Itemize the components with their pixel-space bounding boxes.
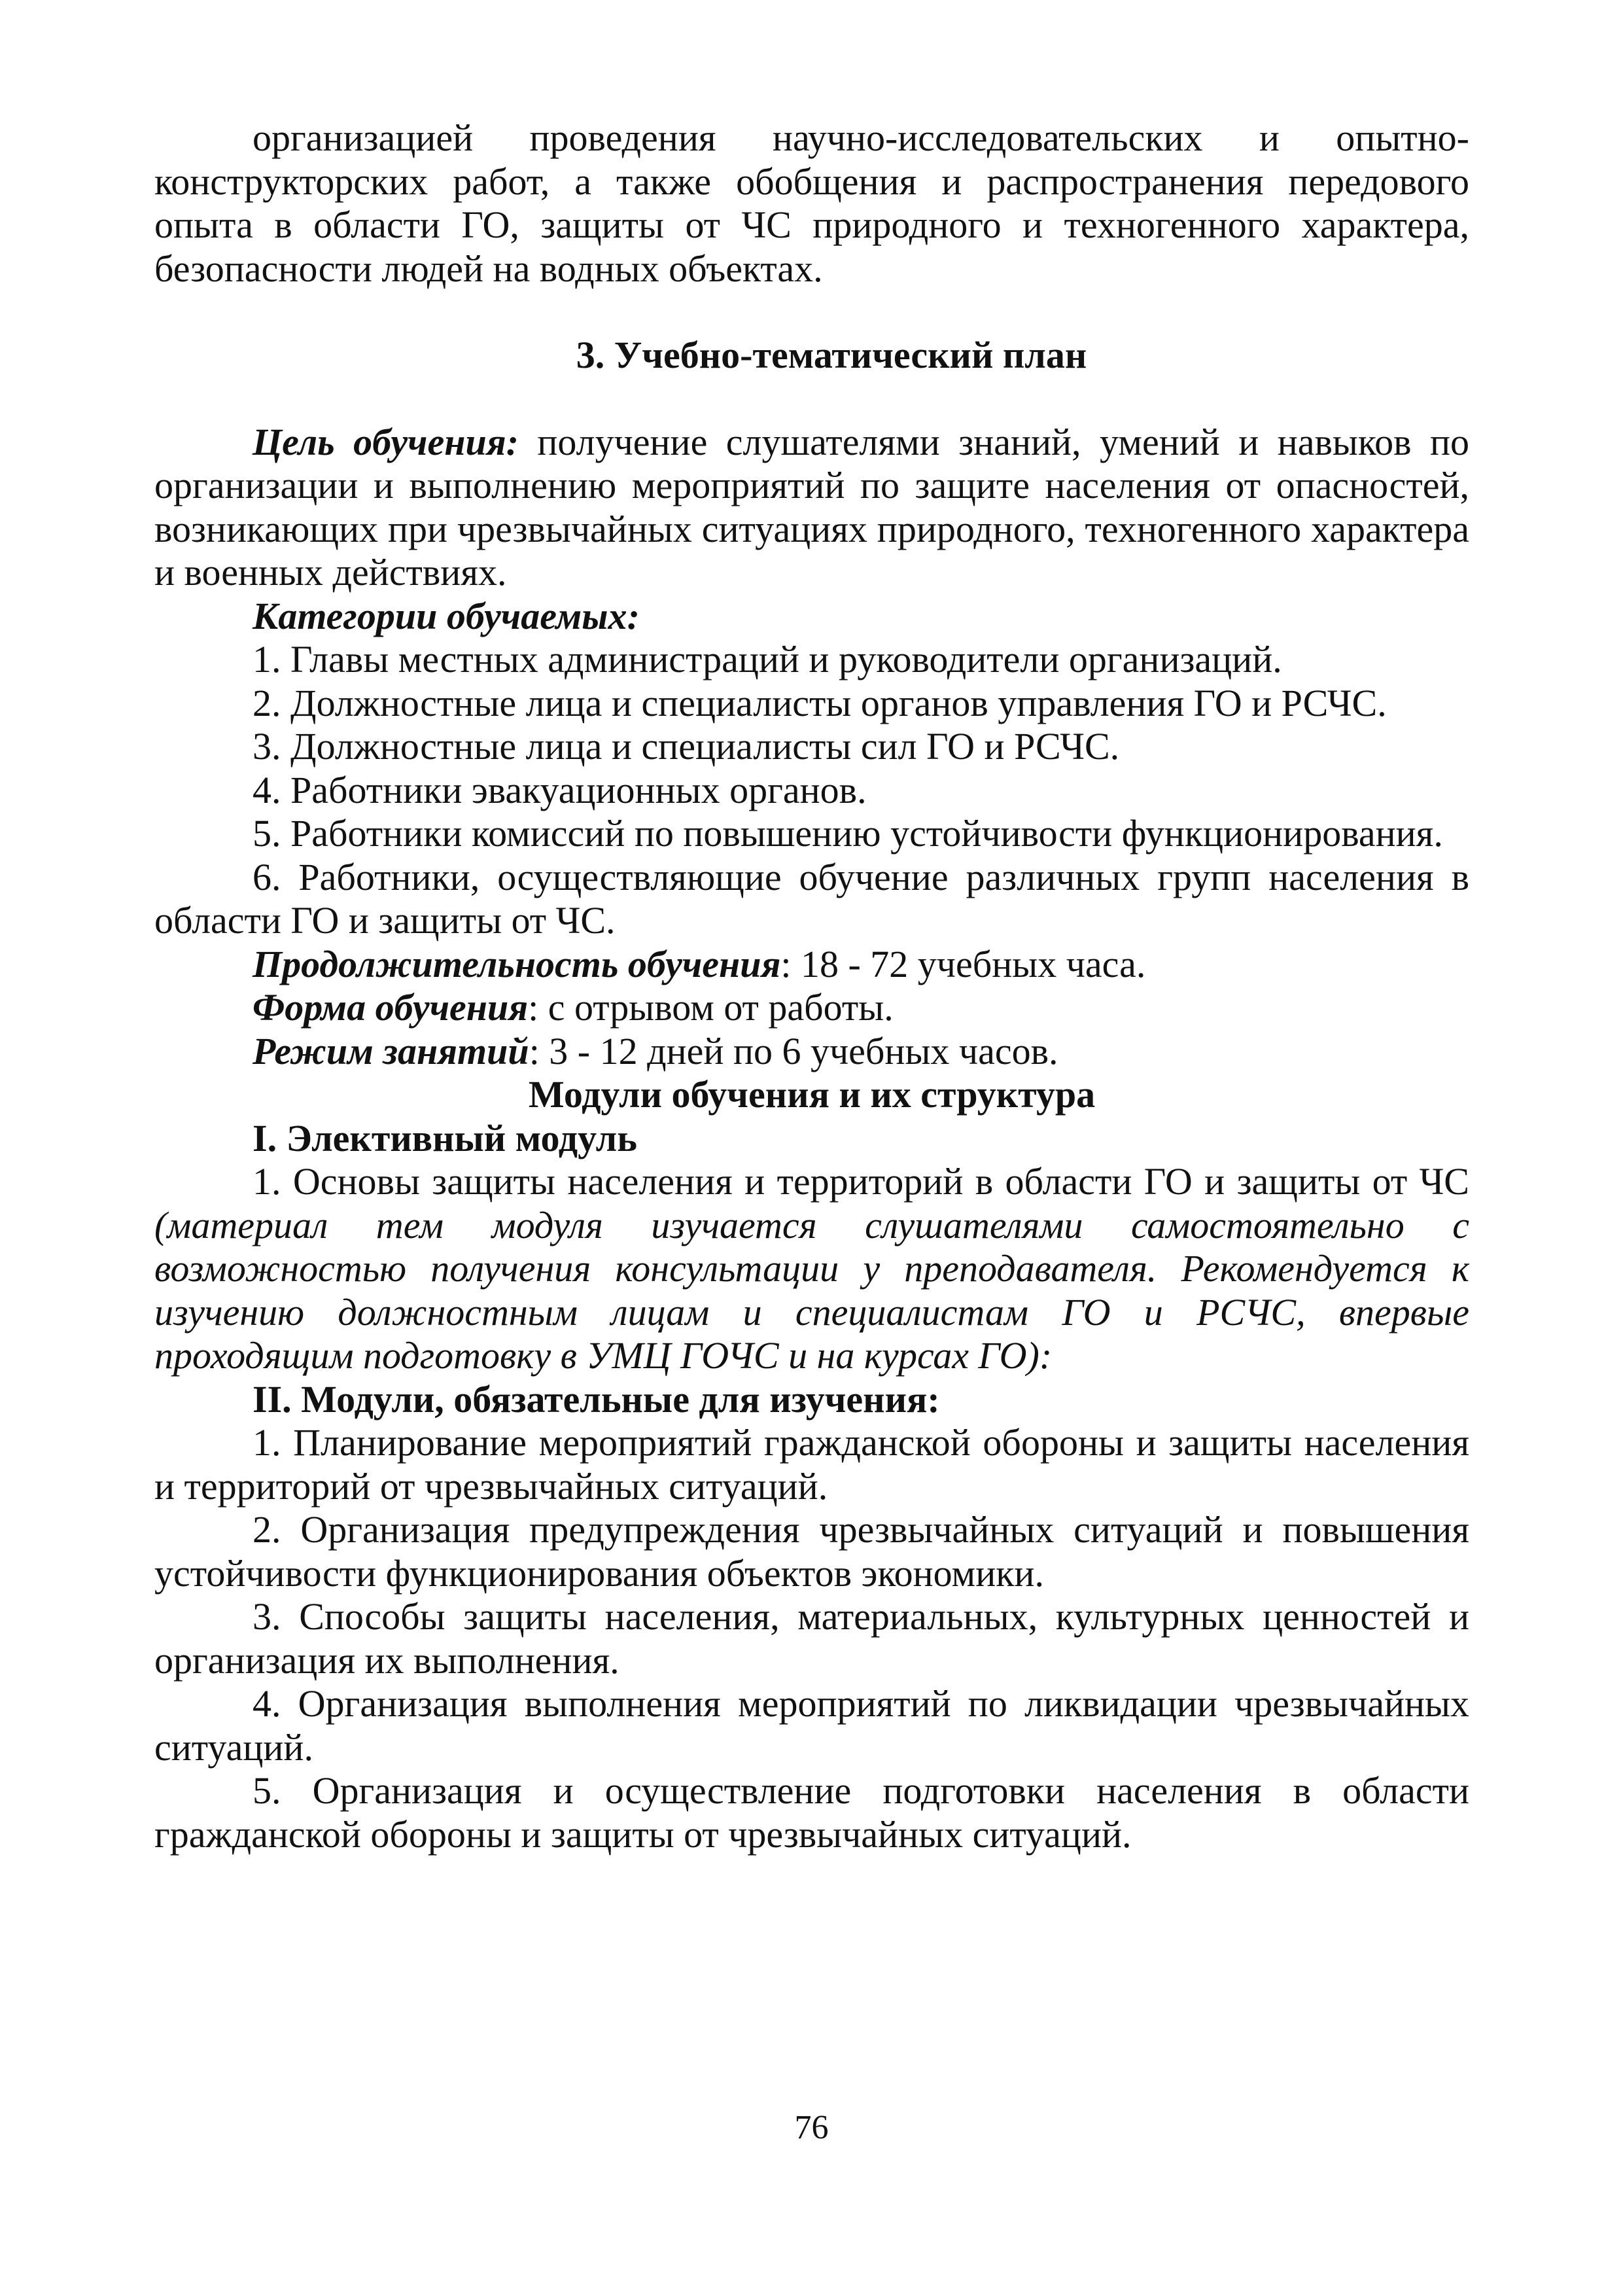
mandatory-module-item: 1. Планирование мероприятий гражданской обороны и защиты населения и территорий от чрезвычайных ситуаций. bbox=[154, 1421, 1469, 1508]
mandatory-module-item: 5. Организация и осуществление подготовки населения в области гражданской обороны и защиты от чрезвычайных ситуаций. bbox=[154, 1769, 1469, 1856]
modules-title: Модули обучения и их структура bbox=[528, 1073, 1096, 1116]
mandatory-modules-title: II. Модули, обязательные для изучения: bbox=[253, 1377, 940, 1421]
category-item: 4. Работники эвакуационных органов. bbox=[253, 768, 867, 811]
duration-line bbox=[154, 943, 1469, 987]
goal-text: получение слушателями знаний, умений и навыков по организации и выполнению мероприятий по защите населения от опасностей, возникающих при чрезвычайных ситуациях природного, техногенного характера и военных действиях. bbox=[154, 420, 1469, 593]
schedule-line bbox=[154, 1030, 1469, 1074]
schedule-label: Режим занятий bbox=[253, 1029, 529, 1072]
mandatory-module-item: 2. Организация предупреждения чрезвычайных ситуаций и повышения устойчивости функционирования объектов экономики. bbox=[154, 1508, 1469, 1595]
form-line bbox=[154, 986, 1469, 1030]
mandatory-module-item: 3. Способы защиты населения, материальных, культурных ценностей и организация их выполнения. bbox=[154, 1595, 1469, 1682]
elective-module-item bbox=[154, 1160, 1469, 1378]
category-item: 3. Должностные лица и специалисты сил ГО и РСЧС. bbox=[253, 725, 1120, 768]
elective-item-note: (материал тем модуля изучается слушателями самостоятельно с возможностью получения консультации у преподавателя. Рекомендуется к изучению должностным лицам и специалистам ГО и РСЧС, впервые проходящим подготовку в УМЦ ГОЧС и на курсах ГО): bbox=[154, 1203, 1469, 1377]
goal-paragraph bbox=[154, 421, 1469, 595]
categories-label: Категории обучаемых: bbox=[253, 594, 640, 637]
page-number: 76 bbox=[794, 2109, 829, 2146]
section-title: 3. Учебно-тематический план bbox=[576, 334, 1087, 376]
page-content bbox=[154, 116, 1469, 1856]
category-item: 2. Должностные лица и специалисты органов управления ГО и РСЧС. bbox=[253, 681, 1387, 724]
schedule-text: : 3 - 12 дней по 6 учебных часов. bbox=[529, 1029, 1058, 1072]
category-item: 6. Работники, осуществляющие обучение различных групп населения в области ГО и защиты от ЧС. bbox=[154, 855, 1469, 942]
mandatory-module-item: 4. Организация выполнения мероприятий по ликвидации чрезвычайных ситуаций. bbox=[154, 1682, 1469, 1769]
form-text: : с отрывом от работы. bbox=[528, 986, 894, 1029]
elective-module-title: I. Элективный модуль bbox=[253, 1116, 637, 1159]
duration-text: : 18 - 72 учебных часа. bbox=[780, 942, 1146, 985]
form-label: Форма обучения bbox=[253, 986, 529, 1029]
category-item: 1. Главы местных администраций и руководители организаций. bbox=[253, 638, 1282, 680]
intro-paragraph: организацией проведения научно-исследовательских и опытно-конструкторских работ, а также обобщения и распространения передового опыта в области ГО, защиты от ЧС природного и техногенного характера, безопасности людей на водных объектах. bbox=[154, 116, 1469, 290]
elective-item-text: 1. Основы защиты населения и территорий в области ГО и защиты от ЧС bbox=[253, 1160, 1469, 1203]
category-item: 5. Работники комиссий по повышению устойчивости функционирования. bbox=[253, 812, 1443, 855]
goal-label: Цель обучения: bbox=[253, 420, 519, 463]
duration-label: Продолжительность обучения bbox=[253, 942, 781, 985]
